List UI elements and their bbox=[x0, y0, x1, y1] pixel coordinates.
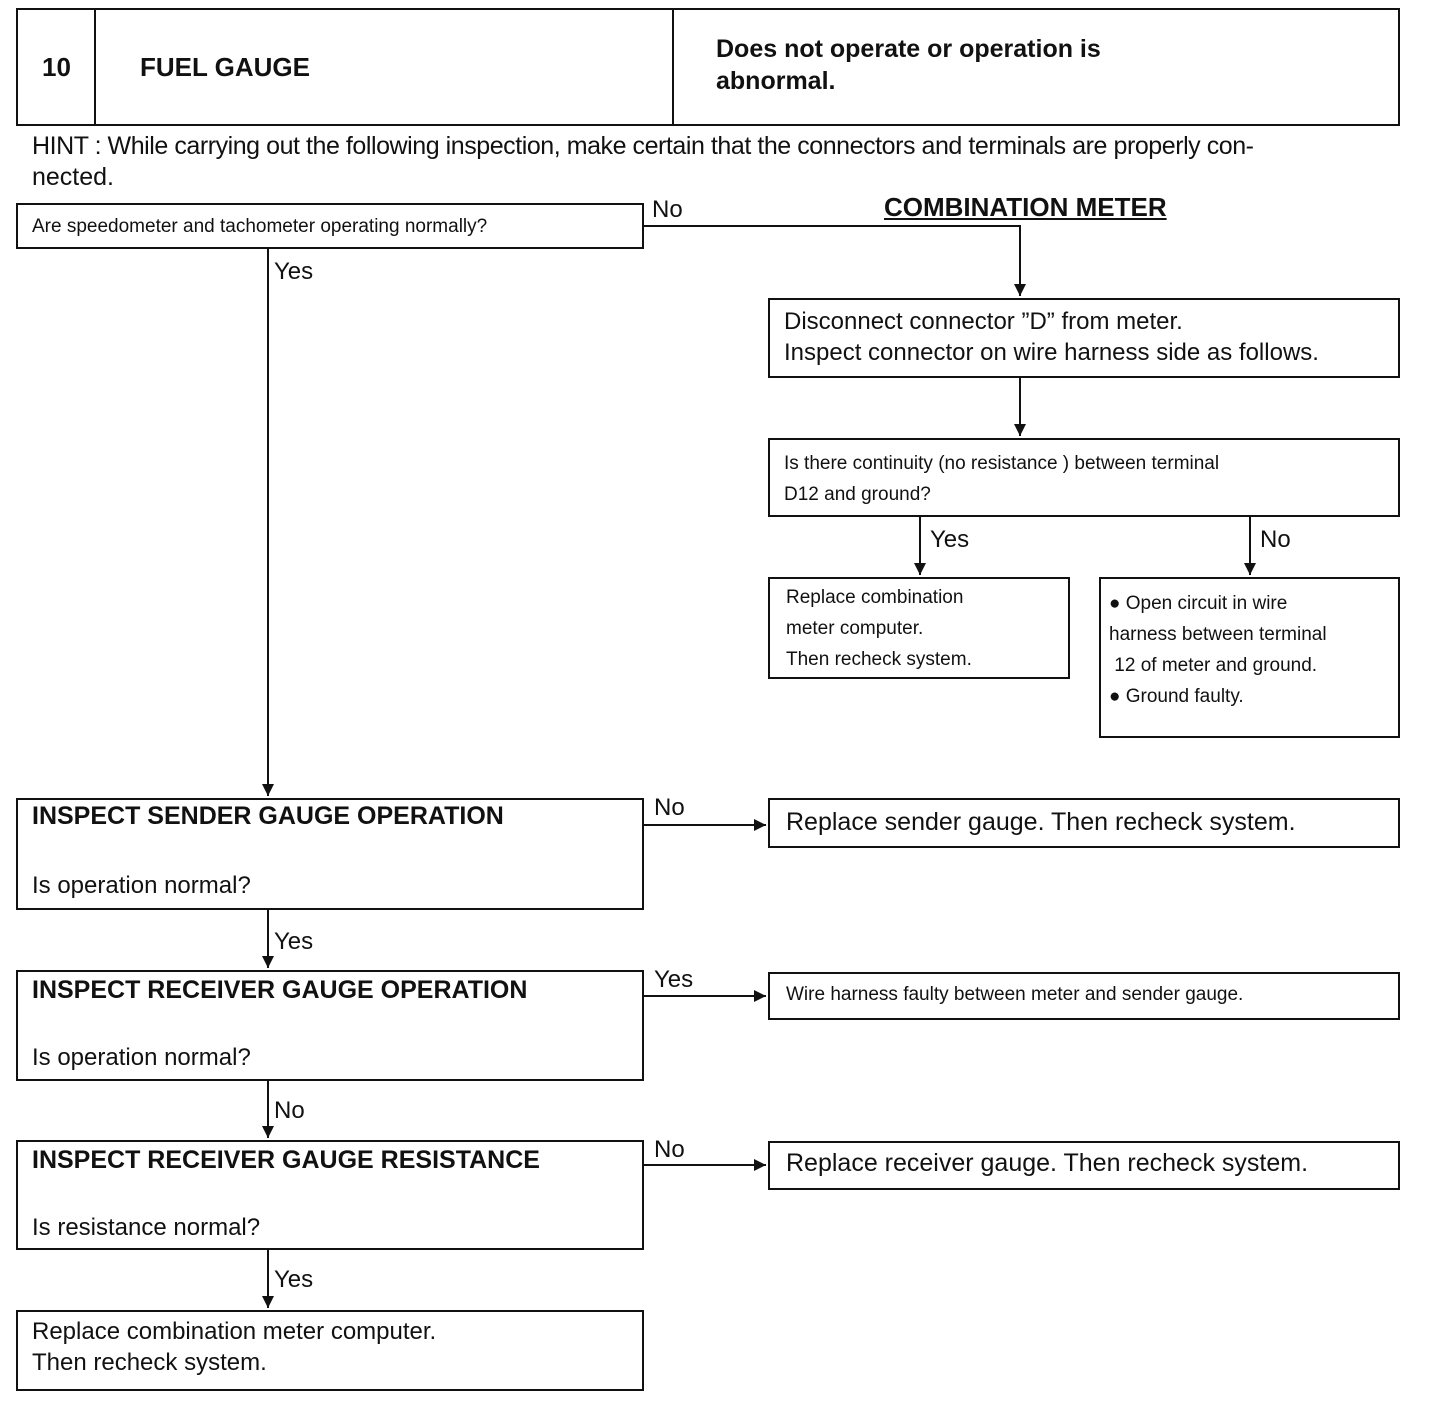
label-sender-yes: Yes bbox=[274, 928, 314, 955]
sender-result: Replace sender gauge. Then recheck system. bbox=[786, 808, 1296, 836]
header-symptom-line2: abnormal. bbox=[716, 67, 836, 95]
receiver-op-result: Wire harness faulty between meter and sender gauge. bbox=[786, 984, 1244, 1005]
arrow-q1-no bbox=[644, 226, 1020, 296]
hint-line2: nected. bbox=[32, 163, 115, 191]
label-receiver-op-yes: Yes bbox=[654, 966, 694, 993]
final-line2: Then recheck system. bbox=[32, 1349, 267, 1376]
header-title: FUEL GAUGE bbox=[140, 52, 310, 82]
replace-meter-small-line1: Replace combination bbox=[786, 587, 964, 608]
final-line1: Replace combination meter computer. bbox=[32, 1318, 437, 1345]
continuity-line2: D12 and ground? bbox=[784, 484, 931, 505]
receiver-op-title: INSPECT RECEIVER GAUGE OPERATION bbox=[32, 976, 528, 1004]
open-circuit-line2: harness between terminal bbox=[1109, 624, 1327, 645]
header-symptom-line1: Does not operate or operation is bbox=[716, 35, 1101, 63]
replace-meter-small-line2: meter computer. bbox=[786, 618, 924, 639]
receiver-op-question: Is operation normal? bbox=[32, 1044, 251, 1071]
label-receiver-res-no: No bbox=[654, 1136, 685, 1163]
open-circuit-line1: ● Open circuit in wire bbox=[1109, 593, 1288, 614]
disconnect-line1: Disconnect connector ”D” from meter. bbox=[784, 308, 1183, 335]
receiver-res-title: INSPECT RECEIVER GAUGE RESISTANCE bbox=[32, 1146, 540, 1174]
disconnect-line2: Inspect connector on wire harness side as follows. bbox=[784, 339, 1319, 366]
label-continuity-no: No bbox=[1260, 526, 1291, 553]
open-circuit-line4: ● Ground faulty. bbox=[1109, 686, 1244, 707]
hint-line1: HINT : While carrying out the following inspection, make certain that the connectors and terminals are properly con- bbox=[32, 132, 1254, 160]
label-continuity-yes: Yes bbox=[930, 526, 970, 553]
label-sender-no: No bbox=[654, 794, 685, 821]
open-circuit-line3: 12 of meter and ground. bbox=[1109, 655, 1318, 676]
section-title: COMBINATION METER bbox=[884, 192, 1167, 222]
label-receiver-res-yes: Yes bbox=[274, 1266, 314, 1293]
receiver-res-result: Replace receiver gauge. Then recheck system. bbox=[786, 1149, 1309, 1177]
replace-meter-small-line3: Then recheck system. bbox=[786, 649, 972, 670]
receiver-res-question: Is resistance normal? bbox=[32, 1214, 261, 1241]
label-q1-no: No bbox=[652, 196, 683, 223]
q1-text: Are speedometer and tachometer operating normally? bbox=[32, 216, 488, 237]
continuity-line1: Is there continuity (no resistance ) between terminal bbox=[784, 453, 1220, 474]
label-receiver-op-no: No bbox=[274, 1097, 305, 1124]
label-q1-yes: Yes bbox=[274, 258, 314, 285]
sender-title: INSPECT SENDER GAUGE OPERATION bbox=[32, 802, 504, 830]
sender-question: Is operation normal? bbox=[32, 872, 251, 899]
header-number: 10 bbox=[42, 52, 71, 82]
